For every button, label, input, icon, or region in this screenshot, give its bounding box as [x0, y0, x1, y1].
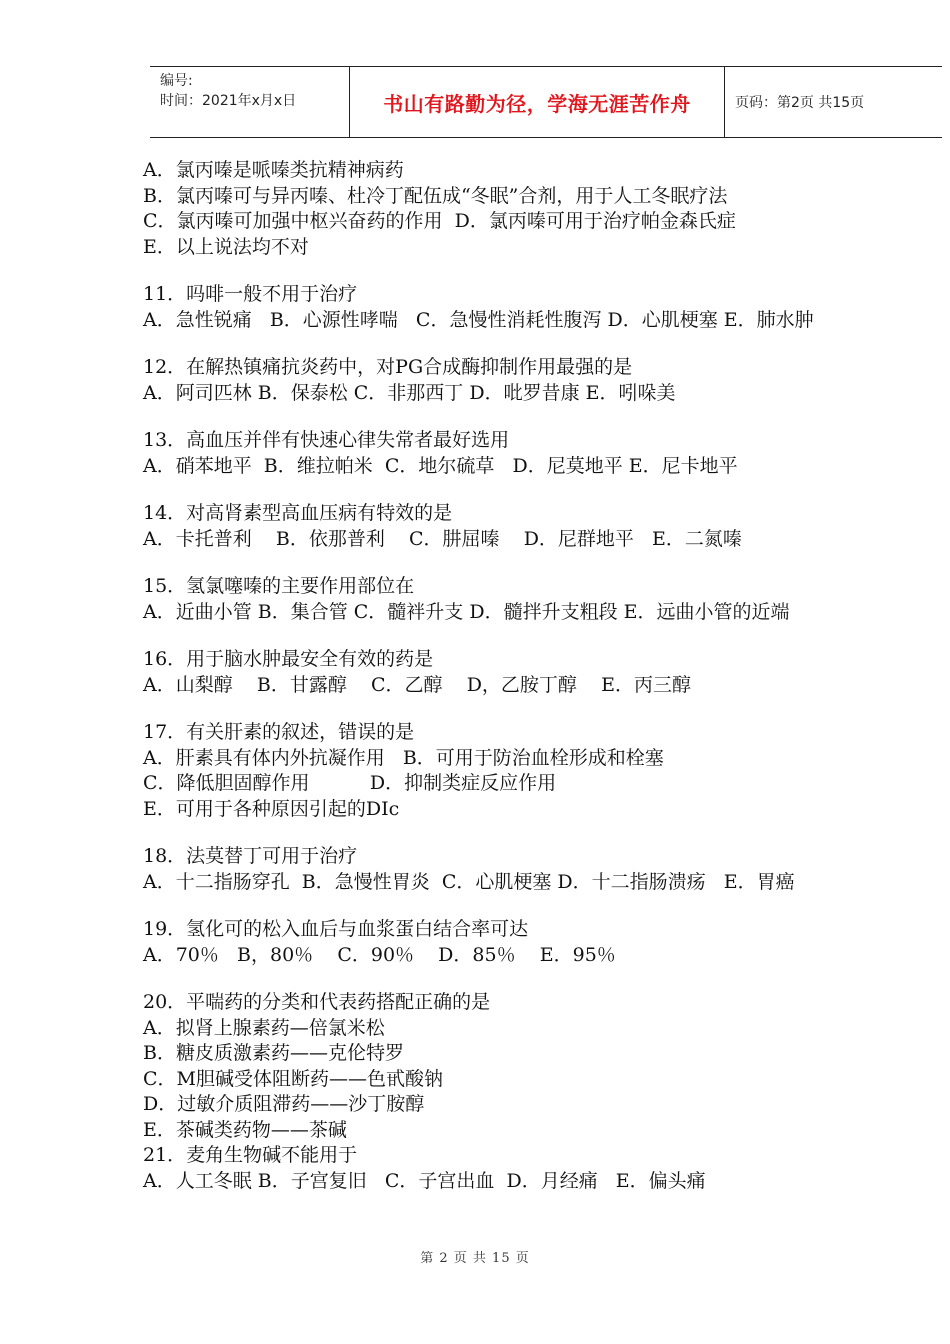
question-block — [143, 501, 943, 552]
text-line: 15．氢氯噻嗪的主要作用部位在 — [143, 575, 415, 597]
text-line: 14．对高肾素型高血压病有特效的是 — [143, 502, 453, 524]
question-block — [143, 844, 943, 895]
text-line: A．近曲小管 B．集合管 C．髓袢升支 D．髓拌升支粗段 E．远曲小管的近端 — [143, 600, 790, 623]
header-meta — [150, 67, 350, 137]
text-line: B．氯丙嗪可与异丙嗪、杜冷丁配伍成“冬眠”合剂，用于人工冬眠疗法 — [143, 184, 728, 207]
text-line: C．氯丙嗪可加强中枢兴奋药的作用 D．氯丙嗪可用于治疗帕金森氏症 — [143, 210, 736, 232]
text-line: E．以上说法均不对 — [143, 235, 309, 258]
time-label: 时间：2021年x月x日 — [160, 93, 297, 109]
question-block — [143, 158, 943, 260]
page-header — [150, 66, 942, 138]
text-line: 17．有关肝素的叙述，错误的是 — [143, 721, 415, 743]
block-gap — [143, 625, 943, 647]
page-footer: 第 2 页 共 15 页 — [420, 1251, 530, 1266]
question-list — [143, 158, 943, 1194]
text-line: A．肝素具有体内外抗凝作用 B．可用于防治血栓形成和栓塞 — [143, 746, 664, 769]
question-block — [143, 917, 943, 968]
text-line: E．可用于各种原因引起的DIc — [143, 797, 400, 820]
text-line: 16．用于脑水肿最安全有效的药是 — [143, 648, 434, 670]
block-gap — [143, 698, 943, 720]
text-line: 18．法莫替丁可用于治疗 — [143, 845, 358, 867]
text-line: C．M胆碱受体阻断药——色甙酸钠 — [143, 1067, 443, 1090]
question-block — [143, 990, 943, 1194]
block-gap — [143, 406, 943, 428]
block-gap — [143, 822, 943, 844]
text-line: C．降低胆固醇作用 D．抑制类症反应作用 — [143, 772, 557, 794]
block-gap — [143, 333, 943, 355]
text-line: A．人工冬眠 B．子宫复旧 C．子宫出血 D．月经痛 E．偏头痛 — [143, 1169, 706, 1192]
block-gap — [143, 895, 943, 917]
block-gap — [143, 260, 943, 282]
text-line: B．糖皮质激素药——克伦特罗 — [143, 1042, 404, 1064]
text-line: A．阿司匹林 B．保泰松 C．非那西丁 D．吡罗昔康 E．吲哚美 — [143, 381, 676, 404]
text-line: 20．平喘药的分类和代表药搭配正确的是 — [143, 991, 491, 1013]
question-block — [143, 428, 943, 479]
serial-label: 编号: — [160, 73, 193, 89]
text-line: D．过敏介质阻滞药——沙丁胺醇 — [143, 1093, 425, 1115]
text-line: E．茶碱类药物——茶碱 — [143, 1118, 347, 1141]
text-line: 13．高血压并伴有快速心律失常者最好选用 — [143, 429, 510, 451]
question-block — [143, 720, 943, 822]
text-line: 12．在解热镇痛抗炎药中，对PG合成酶抑制作用最强的是 — [143, 356, 633, 378]
text-line: 11．吗啡一般不用于治疗 — [143, 283, 358, 305]
text-line: A．氯丙嗪是哌嗪类抗精神病药 — [143, 159, 404, 181]
text-line: A．山梨醇 B．甘露醇 C．乙醇 D，乙胺丁醇 E．丙三醇 — [143, 673, 691, 696]
text-line: A．硝苯地平 B．维拉帕米 C．地尔硫草 D．尼莫地平 E．尼卡地平 — [143, 454, 738, 477]
text-line: 19．氢化可的松入血后与血浆蛋白结合率可达 — [143, 918, 529, 940]
question-block — [143, 647, 943, 698]
page-number-label: 页码：第2页 共15页 — [735, 95, 865, 111]
block-gap — [143, 552, 943, 574]
text-line: A．急性锐痛 B．心源性哮喘 C．急慢性消耗性腹泻 D．心肌梗塞 E．肺水肿 — [143, 308, 814, 331]
text-line: A．70％ B，80％ C．90％ D．85％ E．95％ — [143, 943, 616, 966]
header-motto: 书山有路勤为径，学海无涯苦作舟 — [350, 67, 725, 137]
text-line: 21．麦角生物碱不能用于 — [143, 1144, 358, 1166]
block-gap — [143, 968, 943, 990]
text-line: A．卡托普利 B．依那普利 C．肼屈嗪 D．尼群地平 E．二氮嗪 — [143, 527, 742, 550]
question-block — [143, 355, 943, 406]
question-block — [143, 574, 943, 625]
block-gap — [143, 479, 943, 501]
question-block — [143, 282, 943, 333]
text-line: A．拟肾上腺素药—倍氯米松 — [143, 1016, 385, 1039]
text-line: A．十二指肠穿孔 B．急慢性胃炎 C．心肌梗塞 D．十二指肠溃疡 E．胃癌 — [143, 870, 795, 893]
